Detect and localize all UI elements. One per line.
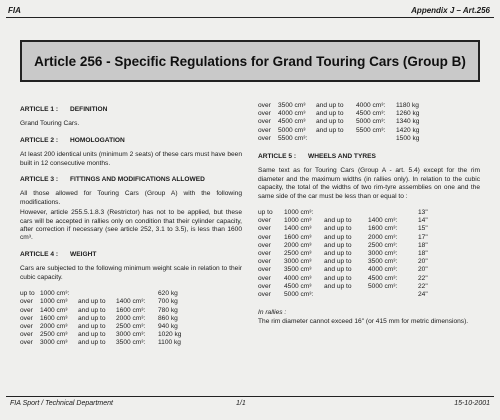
table-cell: over: [258, 126, 271, 134]
table-cell: 20": [418, 266, 428, 274]
table-cell: and up to: [78, 331, 106, 339]
table-cell: and up to: [324, 258, 352, 266]
table-cell: over: [258, 110, 271, 118]
table-cell: and up to: [78, 322, 106, 330]
table-cell: up to: [20, 290, 35, 298]
header-left: FIA: [8, 6, 21, 15]
table-cell: [324, 209, 368, 217]
table-row: [258, 234, 428, 242]
table-cell: [78, 290, 116, 298]
table-row: [258, 209, 428, 217]
table-cell: 1000 cm³:: [40, 290, 70, 298]
table-row: [20, 339, 181, 347]
article-1-text: Grand Touring Cars.: [20, 120, 80, 128]
left-column: [20, 106, 242, 348]
table-row: [258, 127, 450, 135]
table-cell: 3500 cm³:: [368, 258, 398, 266]
table-cell: 18": [418, 241, 428, 249]
table-cell: and up to: [78, 314, 106, 322]
table-cell: 2000 cm³:: [116, 314, 146, 322]
table-cell: over: [258, 118, 271, 126]
table-row: [20, 315, 181, 323]
table-cell: 5000 cm³:: [356, 118, 386, 126]
table-row: [20, 323, 181, 331]
table-cell: over: [20, 306, 33, 314]
table-cell: 5000 cm³: [278, 126, 306, 134]
table-cell: 15": [418, 225, 428, 233]
table-cell: [324, 291, 368, 299]
table-cell: over: [258, 217, 271, 225]
table-cell: and up to: [316, 102, 344, 109]
table-cell: 3000 cm³:: [368, 250, 398, 258]
table-row: [258, 283, 428, 291]
article-3-text-1: All those allowed for Touring Cars (Group A) with the following modifications.: [20, 190, 242, 206]
table-cell: 1600 cm³: [40, 314, 68, 322]
article-5-number: ARTICLE 5 :: [258, 153, 297, 161]
table-cell: over: [258, 250, 271, 258]
header-right: Appendix J – Art.256: [411, 6, 490, 15]
article-3-text-2: However, article 255.5.1.8.3 (Restrictor) has not to be applied, but these cars will be accepted in rallies only on condition that their cylinder capacity, after correction if necessary (see article 252, 3.1 to 3.5), is less than 1600 cm³.: [20, 209, 242, 242]
table-row: [258, 291, 428, 299]
table-row: [258, 118, 450, 126]
table-cell: over: [258, 102, 271, 109]
table-cell: 3000 cm³: [284, 258, 312, 266]
page-header: [6, 4, 494, 18]
table-row: [258, 110, 450, 118]
table-cell: 1600 cm³:: [368, 225, 398, 233]
article-1-number: ARTICLE 1 :: [20, 106, 59, 113]
table-cell: 22": [418, 282, 428, 290]
table-cell: 4500 cm³: [278, 118, 306, 126]
table-cell: and up to: [316, 126, 344, 134]
weight-table-continued: [258, 102, 450, 143]
table-row: [20, 331, 181, 339]
table-cell: over: [20, 298, 33, 306]
article-2-title: HOMOLOGATION: [70, 136, 125, 144]
table-cell: 1600 cm³:: [116, 306, 146, 314]
table-cell: and up to: [324, 225, 352, 233]
page-title: Article 256 - Specific Regulations for Grand Touring Cars (Group B): [34, 53, 466, 69]
table-row: [258, 250, 428, 258]
table-cell: over: [258, 282, 271, 290]
table-cell: 2500 cm³:: [116, 322, 146, 330]
table-cell: and up to: [78, 298, 106, 306]
table-cell: 1500 kg: [396, 134, 420, 142]
table-cell: over: [20, 331, 33, 339]
table-cell: 4500 cm³: [284, 282, 312, 290]
table-cell: 1600 cm³: [284, 233, 312, 241]
table-cell: 2000 cm³: [40, 322, 68, 330]
table-row: [258, 102, 450, 110]
table-row: [258, 275, 428, 283]
table-cell: 14": [418, 217, 428, 225]
table-cell: 1000 cm³:: [284, 209, 314, 217]
rallies-label: In rallies :: [258, 309, 287, 317]
right-column: [258, 102, 480, 334]
table-cell: [356, 135, 396, 143]
table-cell: and up to: [324, 250, 352, 258]
table-cell: 22": [418, 274, 428, 282]
table-cell: 700 kg: [158, 298, 178, 306]
table-row: [258, 225, 428, 233]
table-cell: 1400 cm³:: [116, 298, 146, 306]
table-cell: [116, 290, 156, 298]
article-3-title: FITTINGS AND MODIFICATIONS ALLOWED: [70, 176, 205, 184]
table-row: [20, 307, 181, 315]
article-4-heading: [20, 251, 242, 259]
table-cell: over: [258, 291, 271, 299]
header-rule: [6, 17, 494, 18]
article-2-text: At least 200 identical units (minimum 2 seats) of these cars must have been built in 12 consecutive months.: [20, 151, 242, 167]
table-cell: and up to: [324, 241, 352, 249]
table-row: [258, 258, 428, 266]
table-cell: [368, 291, 408, 299]
table-cell: and up to: [316, 118, 344, 126]
table-cell: 4000 cm³: [284, 274, 312, 282]
table-cell: 18": [418, 250, 428, 258]
footer-left: FIA Sport / Technical Department: [10, 400, 113, 407]
article-3-heading: [20, 176, 242, 184]
table-cell: 4000 cm³:: [368, 266, 398, 274]
table-cell: 4000 cm³:: [356, 102, 386, 109]
table-cell: 1180 kg: [396, 102, 419, 109]
table-cell: 3000 cm³:: [116, 331, 146, 339]
article-5-heading: [258, 153, 480, 161]
table-cell: 1000 cm³: [40, 298, 68, 306]
table-cell: and up to: [324, 266, 352, 274]
table-cell: and up to: [78, 306, 106, 314]
footer-page-number: 1/1: [236, 400, 246, 407]
table-cell: 2500 cm³:: [368, 241, 398, 249]
table-cell: 17": [418, 233, 428, 241]
table-cell: over: [258, 274, 271, 282]
table-cell: 940 kg: [158, 322, 178, 330]
table-row: [258, 135, 450, 143]
table-cell: 3000 cm³: [40, 339, 68, 347]
table-cell: 2000 cm³: [284, 241, 312, 249]
table-cell: over: [20, 339, 33, 347]
table-cell: 4500 cm³:: [356, 110, 386, 118]
table-cell: over: [20, 322, 33, 330]
table-cell: 860 kg: [158, 314, 178, 322]
table-cell: over: [258, 233, 271, 241]
table-cell: 24": [418, 291, 428, 299]
article-2-number: ARTICLE 2 :: [20, 136, 59, 144]
width-table: [258, 209, 428, 299]
table-cell: up to: [258, 209, 273, 217]
table-cell: 5500 cm³:: [278, 134, 308, 142]
table-cell: 4500 cm³:: [368, 274, 398, 282]
table-cell: 1400 cm³: [284, 225, 312, 233]
table-cell: and up to: [316, 110, 344, 118]
table-cell: 620 kg: [158, 290, 178, 298]
article-5-text: Same text as for Touring Cars (Group A - art. 5.4) except for the rim diameter and the maximum widths (in rallies only). In relation to the cubic capacity, the total of the widths of two rim-tyre assemblies on one and the same side of the car must be less than or equal to :: [258, 167, 480, 200]
article-5-title: WHEELS AND TYRES: [308, 153, 376, 161]
article-4-number: ARTICLE 4 :: [20, 250, 59, 258]
table-cell: 1100 kg: [158, 339, 181, 347]
rallies-text: The rim diameter cannot exceed 16" (or 415 mm for metric dimensions).: [258, 317, 469, 325]
table-cell: 3500 cm³: [284, 266, 312, 274]
table-row: [258, 217, 428, 225]
weight-table: [20, 290, 181, 347]
article-2-heading: [20, 137, 242, 145]
table-cell: over: [258, 258, 271, 266]
table-cell: 1420 kg: [396, 126, 420, 134]
table-row: [20, 290, 181, 298]
table-cell: 1340 kg: [396, 118, 420, 126]
article-1-title: DEFINITION: [70, 106, 108, 113]
table-cell: and up to: [324, 217, 352, 225]
table-cell: 13": [418, 209, 428, 217]
article-1-heading: [20, 106, 242, 114]
table-cell: 1400 cm³:: [368, 217, 398, 225]
table-cell: 4000 cm³: [278, 110, 306, 118]
table-cell: 1260 kg: [396, 110, 420, 118]
table-cell: 3500 cm³: [278, 102, 306, 109]
table-cell: over: [20, 314, 33, 322]
table-cell: 3500 cm³:: [116, 339, 146, 347]
table-cell: and up to: [324, 274, 352, 282]
table-cell: and up to: [324, 233, 352, 241]
table-cell: 5000 cm³:: [284, 291, 314, 299]
table-cell: 20": [418, 258, 428, 266]
table-cell: 5000 cm³:: [368, 282, 398, 290]
table-cell: 780 kg: [158, 306, 178, 314]
table-cell: 1000 cm³: [284, 217, 312, 225]
table-cell: over: [258, 266, 271, 274]
table-cell: [368, 209, 408, 217]
table-cell: 1400 cm³: [40, 306, 68, 314]
table-cell: [316, 135, 356, 143]
table-cell: and up to: [324, 282, 352, 290]
table-cell: 2500 cm³: [284, 250, 312, 258]
table-cell: 5500 cm³:: [356, 126, 386, 134]
table-cell: over: [258, 225, 271, 233]
table-row: [20, 298, 181, 306]
table-cell: and up to: [78, 339, 106, 347]
table-cell: 1020 kg: [158, 331, 182, 339]
title-box: [20, 40, 480, 82]
table-row: [258, 266, 428, 274]
footer-rule: [6, 396, 494, 397]
table-cell: over: [258, 241, 271, 249]
article-4-title: WEIGHT: [70, 250, 97, 258]
table-cell: over: [258, 134, 271, 142]
article-4-text: Cars are subjected to the following minimum weight scale in relation to their cubic capacity.: [20, 265, 242, 281]
article-3-number: ARTICLE 3 :: [20, 176, 59, 184]
table-cell: 2500 cm³: [40, 331, 68, 339]
footer-date: 15-10-2001: [454, 400, 490, 407]
table-cell: 2000 cm³:: [368, 233, 398, 241]
table-row: [258, 242, 428, 250]
